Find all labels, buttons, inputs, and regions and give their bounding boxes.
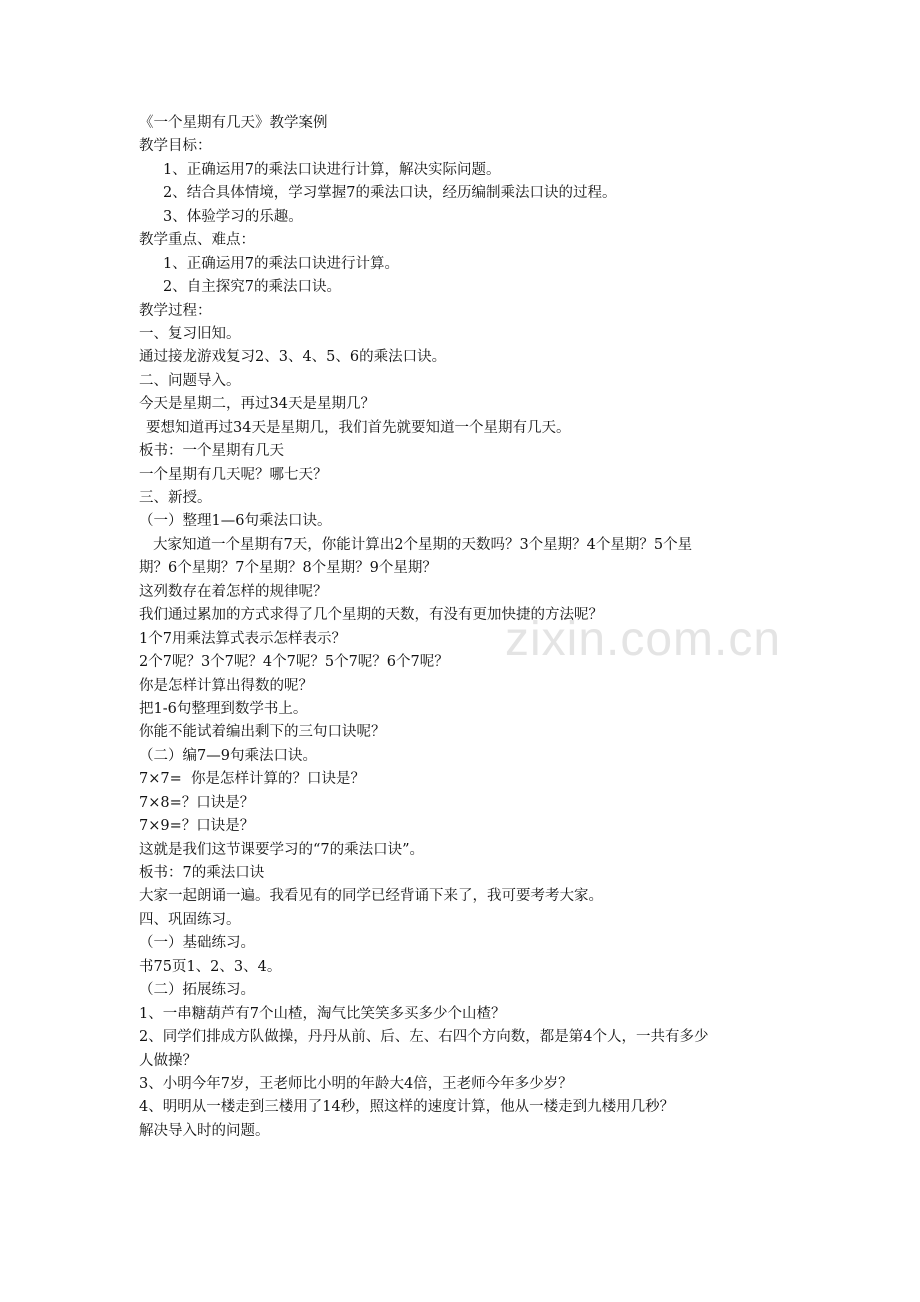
paragraph: 书75页1、2、3、4。 [139,958,282,975]
list-item: 1、正确运用7的乘法口诀进行计算，解决实际问题。 [163,161,501,178]
paragraph: 我们通过累加的方式求得了几个星期的天数，有没有更加快捷的方法呢？ [139,607,603,624]
paragraph: 把1-6句整理到数学书上。 [139,700,308,717]
exercise-item: 3、小明今年7岁，王老师比小明的年龄大4倍，王老师今年多少岁？ [139,1075,573,1092]
list-item: 2、结合具体情境，学习掌握7的乘法口诀，经历编制乘法口诀的过程。 [163,185,617,202]
paragraph: 大家知道一个星期有7天，你能计算出2个星期的天数吗？3个星期？4个星期？5个星 [153,536,693,553]
paragraph: 大家一起朗诵一遍。我看见有的同学已经背诵下来了，我可要考考大家。 [139,888,603,905]
list-item: 3、体验学习的乐趣。 [163,208,303,225]
sub-heading: （一）基础练习。 [139,935,255,952]
paragraph: 1个7用乘法算式表示怎样表示？ [139,630,346,647]
exercise-item: 1、一串糖葫芦有7个山楂，淘气比笑笑多买多少个山楂？ [139,1005,506,1022]
paragraph: 要想知道再过34天是星期几，我们首先就要知道一个星期有几天。 [146,419,571,436]
paragraph: 7×8=？口诀是？ [139,794,255,811]
paragraph: 7×9=？口诀是？ [139,818,255,835]
paragraph: 2个7呢？3个7呢？4个7呢？5个7呢？6个7呢？ [139,654,449,671]
paragraph: 板书：一个星期有几天 [139,443,284,460]
paragraph: 期？6个星期？7个星期？8个星期？9个星期？ [139,560,437,577]
paragraph: 通过接龙游戏复习2、3、4、5、6的乘法口诀。 [139,349,447,366]
section-heading: 教学目标： [139,138,212,155]
list-item: 2、自主探究7的乘法口诀。 [163,279,341,296]
step-heading: 二、问题导入。 [139,372,241,389]
section-heading: 教学过程： [139,302,212,319]
paragraph: 一个星期有几天呢？哪七天？ [139,466,328,483]
paragraph: 你是怎样计算出得数的呢？ [139,677,313,694]
step-heading: 三、新授。 [139,490,212,506]
paragraph: 这就是我们这节课要学习的“7的乘法口诀”。 [139,841,425,858]
paragraph: 这列数存在着怎样的规律呢？ [139,583,328,600]
exercise-item: 4、明明从一楼走到三楼用了14秒，照这样的速度计算，他从一楼走到九楼用几秒？ [139,1099,675,1116]
doc-title: 《一个星期有几天》教学案例 [139,115,328,131]
step-heading: 一、复习旧知。 [139,325,241,342]
sub-heading: （二）拓展练习。 [139,982,255,999]
paragraph: 板书：7的乘法口诀 [139,865,265,881]
list-item: 1、正确运用7的乘法口诀进行计算。 [163,255,399,272]
paragraph: 解决导入时的问题。 [139,1122,270,1139]
sub-heading: （一）整理1—6句乘法口诀。 [139,513,332,530]
sub-heading: （二）编7—9句乘法口诀。 [139,747,317,764]
exercise-item: 2、同学们排成方队做操，丹丹从前、后、左、右四个方向数，都是第4个人，一共有多少 [139,1029,709,1046]
paragraph: 今天是星期二，再过34天是星期几？ [139,396,375,413]
paragraph: 7×7= 你是怎样计算的？口诀是？ [139,771,365,788]
section-heading: 教学重点、难点： [139,232,255,249]
step-heading: 四、巩固练习。 [139,911,241,928]
paragraph: 你能不能试着编出剩下的三句口诀呢？ [139,724,386,741]
document-body [139,112,789,1143]
exercise-item: 人做操？ [139,1052,197,1069]
watermark: zixin.com.cn [505,613,782,666]
